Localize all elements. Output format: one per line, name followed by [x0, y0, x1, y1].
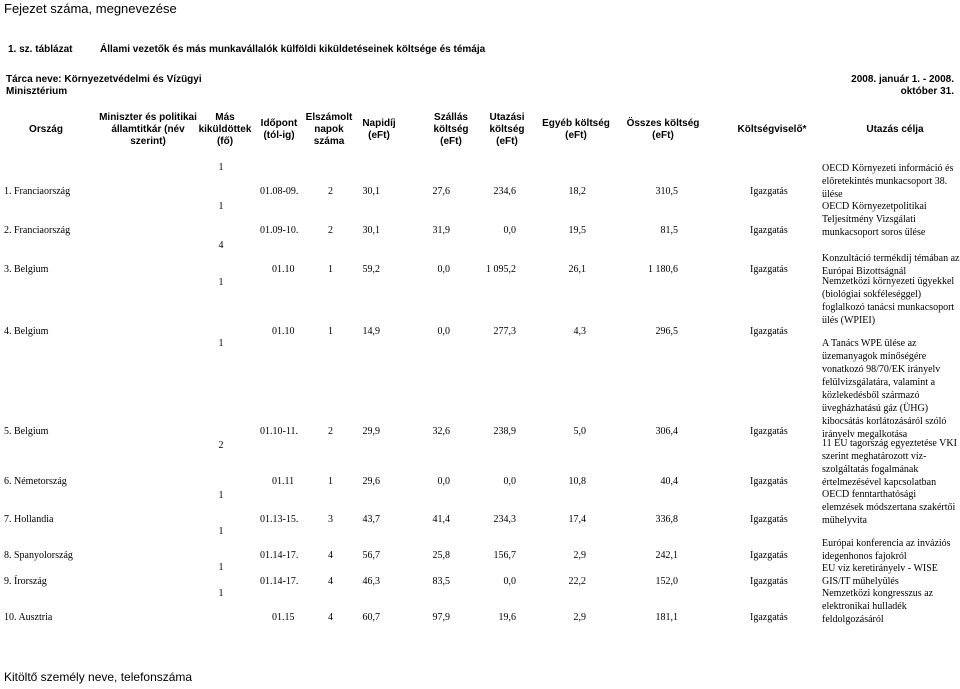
table-number: 1. sz. táblázat [8, 44, 73, 55]
row-9-other: 22,2 [568, 576, 586, 587]
row-5-other: 5,0 [573, 426, 586, 437]
row-2-payer: Igazgatás [750, 225, 788, 236]
col-header-travel: Utazási költség (eFt) [489, 112, 525, 147]
col-header-lodging: Szállás költség (eFt) [433, 112, 469, 147]
col-header-per-diem: Napidíj (eFt) [362, 118, 396, 141]
row-8-per-diem: 56,7 [362, 550, 380, 561]
row-7-per-diem: 43,7 [362, 514, 380, 525]
col-header-days: Elszámolt napok száma [305, 112, 353, 147]
row-8-others: 1 [218, 526, 224, 537]
col-header-total: Összes költség (eFt) [626, 118, 700, 141]
row-5-date: 01.10-11. [260, 426, 298, 437]
row-6-lodging: 0,0 [437, 476, 450, 487]
row-4-total: 296,5 [655, 326, 678, 337]
row-9-lodging: 83,5 [432, 576, 450, 587]
row-2-purpose: OECD Környezetpolitikai Teljesítmény Vizsgálati munkacsoport soros ülése [822, 201, 927, 238]
row-3-other: 26,1 [568, 264, 586, 275]
row-2-other: 19,5 [568, 225, 586, 236]
row-6-days: 1 [328, 476, 333, 487]
row-10-total: 181,1 [655, 612, 678, 623]
row-5-days: 2 [328, 426, 333, 437]
row-7-payer: Igazgatás [750, 514, 788, 525]
row-9-purpose: EU víz keretirányelv - WISE GIS/IT műhelyülés [822, 563, 938, 587]
row-2-country: 2. Franciaország [4, 225, 71, 236]
footer-text: Kitöltő személy neve, telefonszáma [4, 670, 193, 684]
row-6-purpose: 11 EU tagország egyeztetése VKI szerint meghatározott víz-szolgáltatás fogalmának értelmezésével kapcsolatban [822, 438, 957, 488]
row-10-days: 4 [328, 612, 333, 623]
row-4-payer: Igazgatás [750, 326, 788, 337]
row-1-travel: 234,6 [493, 186, 516, 197]
row-6-others: 2 [218, 440, 224, 451]
row-2-others: 1 [218, 201, 224, 212]
row-3-others: 4 [218, 240, 224, 251]
row-5-total: 306,4 [655, 426, 678, 437]
row-10-lodging: 97,9 [432, 612, 450, 623]
row-6-other: 10,8 [568, 476, 586, 487]
row-2-date: 01.09-10. [260, 225, 299, 236]
row-7-total: 336,8 [655, 514, 678, 525]
col-header-minister: Miniszter és politikai államtitkár (név szerint) [99, 112, 197, 147]
row-7-country: 7. Hollandia [4, 514, 54, 525]
row-7-days: 3 [328, 514, 333, 525]
col-header-date: Időpont (tól-ig) [260, 118, 298, 141]
row-6-country: 6. Németország [4, 476, 67, 487]
row-2-lodging: 31,9 [432, 225, 450, 236]
col-header-payer: Költségviselő* [737, 124, 807, 135]
row-6-per-diem: 29,6 [362, 476, 380, 487]
col-header-purpose: Utazás célja [866, 124, 924, 135]
row-9-others: 1 [218, 562, 224, 573]
row-3-payer: Igazgatás [750, 264, 788, 275]
row-3-purpose: Konzultáció termékdíj témában az Európai Bizottságnál [822, 253, 960, 277]
col-header-country: Ország [29, 124, 63, 135]
row-1-country: 1. Franciaország [4, 186, 71, 197]
row-1-purpose: OECD Környezeti információ és előretekintés munkacsoport 38. ülése [822, 163, 954, 200]
row-5-payer: Igazgatás [750, 426, 788, 437]
row-3-lodging: 0,0 [437, 264, 450, 275]
row-3-date: 01.10 [272, 264, 295, 275]
table-title: Állami vezetők és más munkavállalók külföldi kiküldetéseinek költsége és témája [100, 44, 486, 55]
row-3-country: 3. Belgium [4, 264, 49, 275]
row-4-days: 1 [328, 326, 333, 337]
period-line1: 2008. január 1. - 2008. [851, 74, 954, 85]
row-1-others: 1 [218, 162, 224, 173]
row-5-travel: 238,9 [493, 426, 516, 437]
ministry-line2: Minisztérium [6, 86, 68, 97]
row-10-purpose: Nemzetközi kongresszus az elektronikai hulladék feldolgozásáról [822, 588, 934, 625]
row-1-date: 01.08-09. [260, 186, 299, 197]
row-8-other: 2,9 [573, 550, 586, 561]
row-1-payer: Igazgatás [750, 186, 788, 197]
row-9-days: 4 [328, 576, 333, 587]
row-6-date: 01.11 [272, 476, 295, 487]
ministry-line1: Tárca neve: Környezetvédelmi és Vízügyi [6, 74, 202, 85]
row-9-country: 9. Írország [4, 576, 47, 587]
row-10-payer: Igazgatás [750, 612, 788, 623]
row-6-payer: Igazgatás [750, 476, 788, 487]
row-7-travel: 234,3 [493, 514, 516, 525]
row-5-lodging: 32,6 [432, 426, 450, 437]
row-9-travel: 0,0 [503, 576, 516, 587]
row-9-date: 01.14-17. [260, 576, 299, 587]
col-header-other: Egyéb költség (eFt) [542, 118, 610, 141]
row-7-purpose: OECD fenntarthatósági elemzések módszertana szakértői műhelyvita [822, 489, 956, 526]
row-4-per-diem: 14,9 [362, 326, 380, 337]
row-10-other: 2,9 [573, 612, 586, 623]
row-4-others: 1 [218, 277, 224, 288]
row-1-total: 310,5 [655, 186, 678, 197]
row-9-total: 152,0 [655, 576, 678, 587]
row-4-country: 4. Belgium [4, 326, 49, 337]
row-10-per-diem: 60,7 [362, 612, 380, 623]
row-10-others: 1 [218, 588, 224, 599]
row-6-travel: 0,0 [503, 476, 516, 487]
row-2-per-diem: 30,1 [362, 225, 380, 236]
row-8-date: 01.14-17. [260, 550, 299, 561]
row-3-days: 1 [328, 264, 333, 275]
row-1-days: 2 [328, 186, 333, 197]
row-9-payer: Igazgatás [750, 576, 788, 587]
row-3-travel: 1 095,2 [486, 264, 516, 275]
row-4-lodging: 0,0 [437, 326, 450, 337]
row-7-other: 17,4 [568, 514, 586, 525]
row-9-per-diem: 46,3 [362, 576, 380, 587]
row-4-purpose: Nemzetközi környezeti ügyekkel (biológiai sokféleséggel) foglalkozó tanácsi munkacsoport ülés (WPIEI) [822, 276, 955, 326]
row-5-others: 1 [218, 338, 224, 349]
row-2-days: 2 [328, 225, 333, 236]
row-4-travel: 277,3 [493, 326, 516, 337]
row-2-travel: 0,0 [503, 225, 516, 236]
row-6-total: 40,4 [660, 476, 678, 487]
row-7-lodging: 41,4 [432, 514, 450, 525]
row-7-others: 1 [218, 490, 224, 501]
row-8-travel: 156,7 [493, 550, 516, 561]
row-8-country: 8. Spanyolország [4, 550, 73, 561]
row-5-purpose: A Tanács WPE ülése az üzemanyagok minőségére vonatkozó 98/70/EK irányelv felülvizsgálatára, valamint a közlekedésből származó üvegházhatású gáz (ÜHG) kibocsátás korlátozásáról szóló irányelv megalkotása [822, 338, 947, 440]
row-5-per-diem: 29,9 [362, 426, 380, 437]
row-8-purpose: Európai konferencia az inváziós idegenhonos fajokról [822, 538, 951, 562]
row-8-days: 4 [328, 550, 333, 561]
row-10-travel: 19,6 [498, 612, 516, 623]
row-1-lodging: 27,6 [432, 186, 450, 197]
row-7-date: 01.13-15. [260, 514, 299, 525]
row-10-date: 01.15 [272, 612, 295, 623]
period-line2: október 31. [900, 86, 954, 97]
row-1-per-diem: 30,1 [362, 186, 380, 197]
row-8-payer: Igazgatás [750, 550, 788, 561]
page-header: Fejezet száma, megnevezése [4, 1, 177, 16]
row-8-total: 242,1 [655, 550, 678, 561]
row-3-per-diem: 59,2 [362, 264, 380, 275]
row-2-total: 81,5 [660, 225, 678, 236]
row-1-other: 18,2 [568, 186, 586, 197]
row-10-country: 10. Ausztria [4, 612, 53, 623]
row-4-date: 01.10 [272, 326, 295, 337]
row-3-total: 1 180,6 [648, 264, 678, 275]
row-8-lodging: 25,8 [432, 550, 450, 561]
row-5-country: 5. Belgium [4, 426, 49, 437]
col-header-others: Más kiküldöttek (fő) [198, 112, 252, 147]
row-4-other: 4,3 [573, 326, 586, 337]
